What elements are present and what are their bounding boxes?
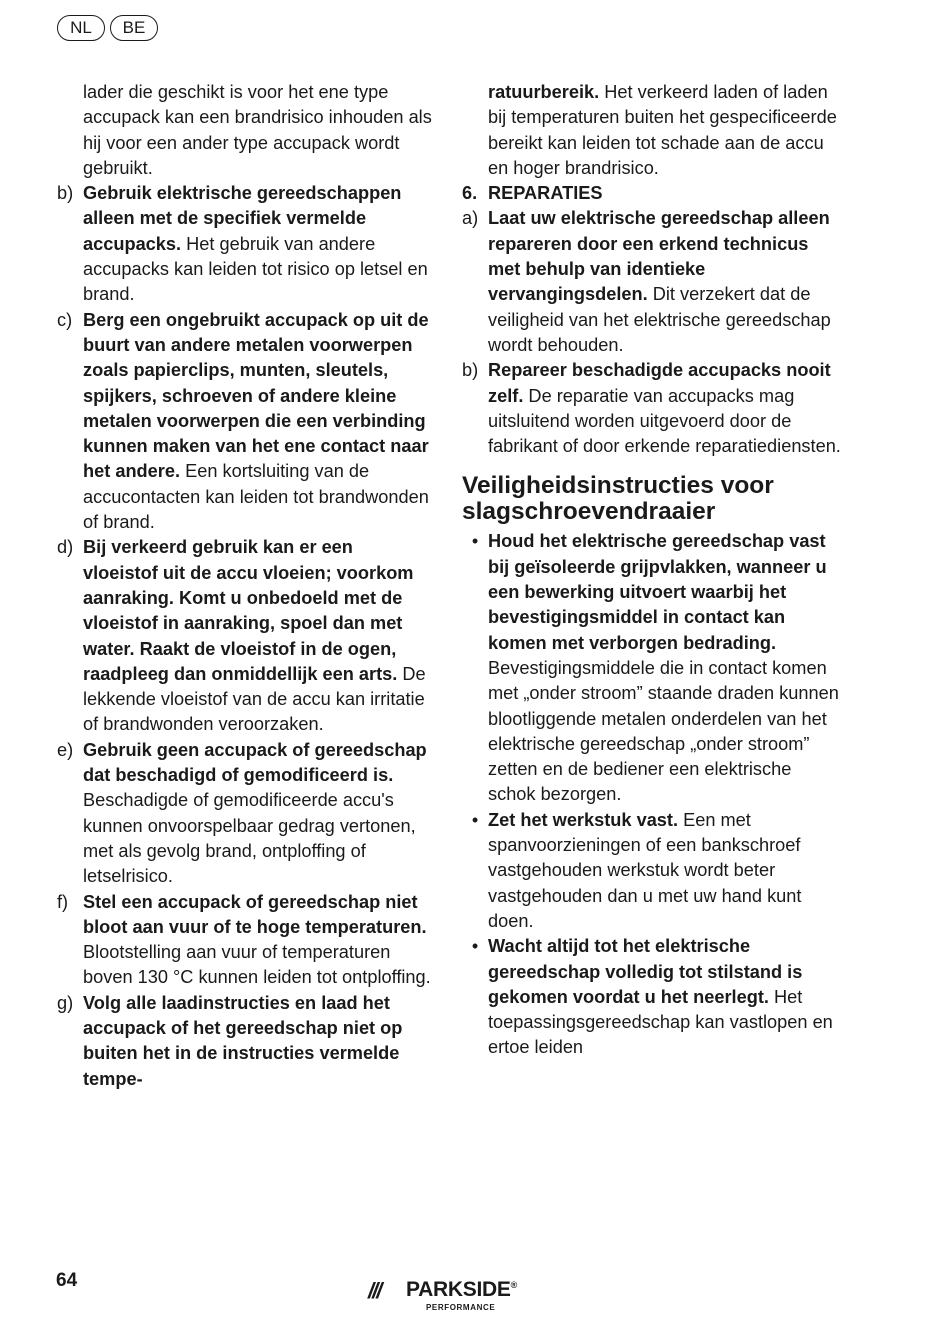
item-text: Bevestigingsmiddele die in contact komen met „onder stroom” staande draden kunnen blootliggende metalen onderdelen van het elektrische gereedschap „onder stroom” zetten en de bediener een elektrische schok bezorgen. [488,657,839,805]
list-marker: e) [57,739,74,760]
list-item-d [57,535,432,737]
item-bold-text: Gebruik geen accupack of gereedschap dat beschadigd of gemodificeerd is. [83,739,427,786]
logo-slashes: /// [368,1278,381,1303]
bullet-marker: • [471,936,479,957]
item-text: Beschadigde of gemodificeerde accu's kunnen onvoorspelbaar gedrag vertonen, met als gevolg brand, ontploffing of letselrisico. [83,790,416,887]
bullet-item [462,808,842,934]
item-text: Het gebruik van andere accupacks kan leiden tot risico op letsel en brand. [83,233,428,305]
item-text: Het verkeerd laden of laden bij temperaturen buiten het gespecificeerde bereikt kan leiden tot schade aan de accu en hoger brandrisico. [488,82,837,178]
list-marker: c) [57,309,73,330]
list-marker: g) [57,992,74,1013]
item-bold-text: Bij verkeerd gebruik kan er een vloeistof uit de accu vloeien; voorkom aanraking. Komt u onbedoeld met de vloeistof in aanraking, spoel dan met water. Raakt de vloeistof in de ogen, raadpleeg dan onmiddellijk een arts. [83,537,414,684]
item-bold-text: Stel een accupack of gereedschap niet bloot aan vuur of te hoge temperaturen. [83,891,427,937]
bullet-marker: • [471,531,479,552]
list-marker: a) [462,208,479,229]
language-badge-be: BE [110,15,158,41]
item-text: De reparatie van accupacks mag uitsluitend worden uitgevoerd door de fabrikant of door erkende reparatiediensten. [488,385,841,457]
item-text: De lekkende vloeistof van de accu kan irritatie of brandwonden veroorzaken. [83,663,426,735]
continued-paragraph [462,80,842,181]
item-bold-text: Repareer beschadigde accupacks nooit zelf. [488,360,831,406]
logo-registered-mark: ® [510,1280,517,1290]
bullet-item [462,934,842,1060]
left-column [57,80,432,1092]
list-item-b [462,358,842,459]
page-number: 64 [56,1270,78,1291]
item-bold-text: Gebruik elektrische gereedschappen alleen met de specifiek vermelde accupacks. [83,183,402,254]
item-text: Een kortsluiting van de accucontacten kan leiden tot brandwonden of brand. [83,461,429,533]
list-marker: b) [57,183,74,204]
list-item-f [57,890,432,991]
list-marker: f) [57,891,69,912]
item-bold-text: Volg alle laadinstructies en laad het accupack of het gereedschap niet op buiten het in de instructies vermelde tempe- [83,992,403,1089]
list-item-g [57,991,432,1092]
item-bold-text: Berg een ongebruikt accupack op uit de buurt van andere metalen voorwerpen zoals papierclips, munten, sleutels, spijkers, schroeven of andere kleine metalen voorwerpen die een verbinding kunnen maken van het ene contact naar het andere. [83,309,429,482]
language-badge-nl: NL [57,15,105,41]
section-number: 6. [462,183,478,204]
item-bold-text: Laat uw elektrische gereedschap alleen repareren door een erkend technicus met behulp van identieke vervangingsdelen. [488,208,830,305]
language-badges [57,15,158,41]
item-text: Een met spanvoorzieningen of een bankschroef vastgehouden werkstuk wordt beter vastgehouden dan u met uw hand kunt doen. [488,809,802,931]
right-column [462,80,842,1061]
section-heading: Veiligheidsinstructies voor slagschroevendraaier [462,472,774,526]
logo-name: PARKSIDE® [406,1278,517,1301]
list-marker: b) [462,360,479,381]
list-item-b [57,181,432,307]
parkside-logo [368,1276,528,1316]
bullet-item [462,529,842,807]
logo-subtitle: PERFORMANCE [426,1303,496,1312]
item-text: Dit verzekert dat de veiligheid van het elektrische gereedschap wordt behouden. [488,284,831,355]
item-text: Het toepassingsgereedschap kan vastlopen en ertoe leiden [488,986,833,1058]
list-item-a [462,206,842,358]
list-item-e [57,738,432,890]
list-item-c [57,308,432,536]
item-bold-text: Houd het elektrische gereedschap vast bij geïsoleerde grijpvlakken, wanneer u een bewerking uitvoert waarbij het bevestigingsmiddel in contact kan komen met verborgen bedrading. [488,531,827,653]
item-bold-text: Wacht altijd tot het elektrische gereedschap volledig tot stilstand is gekomen voordat u het neerlegt. [488,936,803,1007]
item-text: Blootstelling aan vuur of temperaturen boven 130 °C kunnen leiden tot ontploffing. [83,942,431,988]
section-title-text: REPARATIES [488,183,603,204]
item-bold-text: ratuurbereik. [488,82,600,102]
bullet-marker: • [471,809,479,830]
list-marker: d) [57,537,74,558]
section-title [462,181,842,206]
item-bold-text: Zet het werkstuk vast. [488,809,679,830]
continued-paragraph: lader die geschikt is voor het ene type accupack kan een brandrisico inhouden als hij voor een ander type accupack wordt gebruikt. [83,82,432,178]
